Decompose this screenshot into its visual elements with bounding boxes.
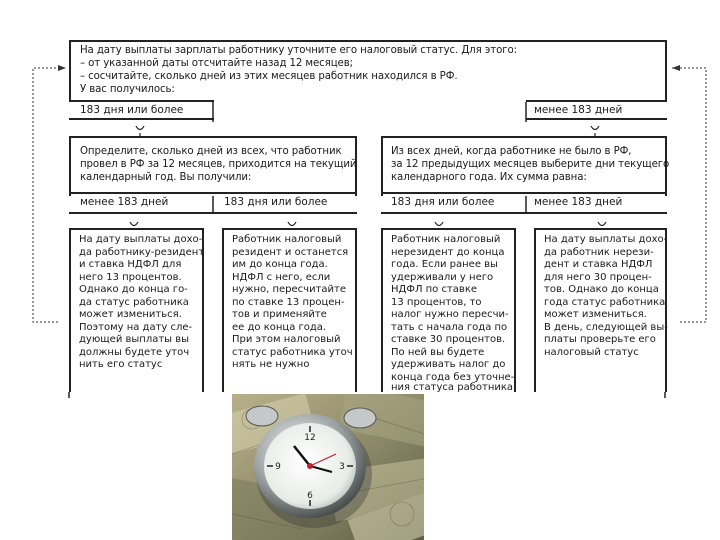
result-4-line: может измениться.: [544, 309, 647, 320]
svg-text:12: 12: [304, 433, 316, 443]
result-3-line: нерезидент до конца: [391, 246, 505, 258]
result-1-line: Поэтому на дату сле-: [79, 321, 193, 333]
result-3-line: ния статуса работника: [391, 382, 514, 393]
result-4-line: платы проверьте его: [544, 334, 656, 345]
result-1-line: На дату выплаты дохо-: [79, 234, 203, 245]
mid-right-option-a: 183 дня или более: [391, 196, 495, 208]
mid-left-line-2: провел в РФ за 12 месяцев, приходится на текущий: [80, 159, 357, 170]
mid-left-line-3: календарный год. Вы получили:: [80, 172, 252, 183]
result-box-1: [69, 228, 204, 392]
result-2-line: нужно, пересчитайте: [232, 284, 347, 295]
result-2-line: нять не нужно: [232, 359, 310, 370]
result-3-line: НДФЛ по ставке: [391, 284, 478, 295]
mid-left-option-b: 183 дня или более: [224, 196, 328, 208]
result-4-line: налоговый статус: [544, 346, 639, 358]
result-1-line: Однако до конца го-: [79, 284, 188, 295]
mid-right-line-2: за 12 предыдущих месяцев выберите дни текущего: [391, 159, 670, 170]
result-box-4: [534, 228, 667, 392]
result-4-line: года статус работника: [544, 296, 666, 308]
result-3-line: 13 процентов, то: [391, 296, 482, 308]
result-2-line: по ставке 13 процен-: [232, 296, 345, 308]
mid-left-line-1: Определите, сколько дней из всех, что работник: [80, 146, 342, 157]
svg-text:3: 3: [339, 462, 345, 472]
result-4-line: тов. Однако до конца: [544, 284, 659, 295]
mid-left-option-a: менее 183 дней: [80, 196, 169, 208]
result-2-line: им до конца года.: [232, 259, 328, 270]
result-1-line: нить его статус: [79, 359, 163, 370]
mid-right-line-3: календарного года. Их сумма равна:: [391, 172, 587, 183]
result-1-line: дующей выплаты вы: [79, 334, 190, 345]
result-1-line: может измениться.: [79, 309, 182, 320]
alarm-clock-icon: [232, 394, 424, 540]
result-3-line: Работник налоговый: [391, 234, 501, 245]
top-line-1: На дату выплаты зарплаты работнику уточните его налоговый статус. Для этого:: [80, 45, 517, 56]
mid-right-line-1: Из всех дней, когда работнике не было в РФ,: [391, 146, 632, 157]
top-line-3: – сосчитайте, сколько дней из этих месяцев работник находился в РФ.: [80, 71, 458, 82]
result-1-line: да работнику-резидент: [79, 246, 205, 258]
result-2-line: ее до конца года.: [232, 321, 327, 333]
result-3-line: года. Если ранее вы: [391, 259, 498, 270]
result-3-line: удерживать налог до: [391, 359, 506, 370]
result-1-line: да статус работника: [79, 296, 189, 308]
result-1-line: должны будете уточ: [79, 346, 190, 358]
result-box-2: [222, 228, 357, 392]
result-2-line: статус работника уточ: [232, 346, 353, 358]
result-1-line: и ставка НДФЛ для: [79, 259, 182, 270]
result-4-line: дент и ставка НДФЛ: [544, 259, 653, 270]
result-3-line: конца года без уточне-: [391, 371, 515, 383]
result-2-line: НДФЛ с него, если: [232, 271, 331, 283]
result-3-line: тать с начала года по: [391, 321, 508, 333]
result-4-line: В день, следующей вы-: [544, 321, 668, 333]
result-box-3: [381, 228, 516, 392]
result-4-line: На дату выплаты дохо-: [544, 234, 668, 245]
result-2-line: При этом налоговый: [232, 334, 341, 345]
result-3-line: удерживали у него: [391, 271, 494, 283]
result-3-line: ставке 30 процентов.: [391, 334, 506, 345]
mid-right-option-b: менее 183 дней: [534, 196, 623, 208]
result-2-line: Работник налоговый: [232, 234, 342, 245]
svg-text:9: 9: [275, 462, 281, 472]
result-1-line: него 13 процентов.: [79, 271, 182, 283]
result-3-line: По ней вы будете: [391, 346, 485, 358]
top-line-2: – от указанной даты отсчитайте назад 12 месяцев;: [80, 58, 353, 69]
alarm-clock-money-image: [232, 394, 424, 540]
result-3-line: налог нужно пересчи-: [391, 309, 509, 320]
branch-left-label: 183 дня или более: [80, 104, 184, 116]
result-2-line: тов и применяйте: [232, 309, 327, 320]
result-4-line: для него 30 процен-: [544, 271, 652, 283]
top-line-4: У вас получилось:: [80, 84, 175, 95]
svg-text:6: 6: [307, 491, 313, 501]
branch-right-label: менее 183 дней: [534, 104, 623, 116]
result-4-line: да работник нерези-: [544, 246, 654, 258]
result-2-line: резидент и останется: [232, 246, 349, 258]
